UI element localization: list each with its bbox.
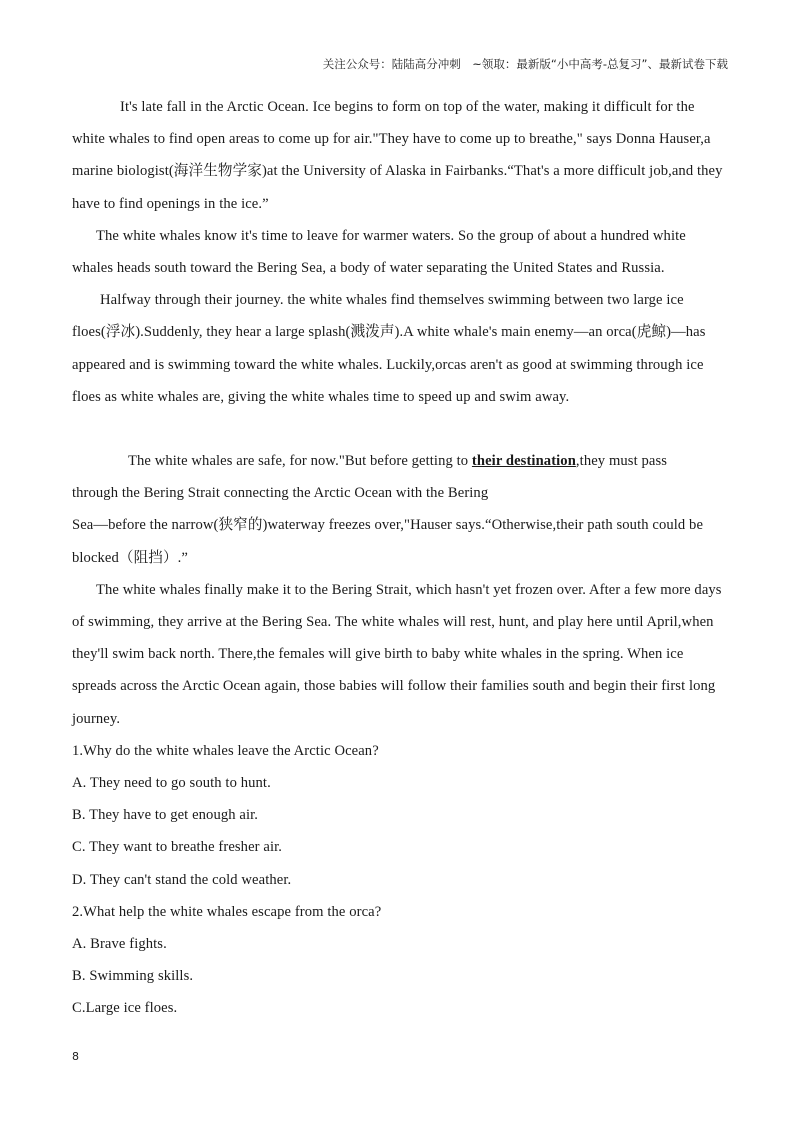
paragraph-2: The white whales know it's time to leave for warmer waters. So the group of about a hundred white whales heads south toward the Bering Sea, a body of water separating the United States and Russia. [72, 227, 686, 277]
paragraph-4-line-2: through the Bering Strait connecting the Arctic Ocean with the Bering [72, 485, 489, 502]
paragraph-gap [72, 413, 728, 445]
question-stem: 1.Why do the white whales leave the Arctic Ocean? [72, 742, 379, 759]
paragraph-4-text-b: ,they must pass [575, 453, 668, 470]
page-number: 8 [72, 1050, 79, 1063]
paragraph-1: It's late fall in the Arctic Ocean. Ice begins to form on top of the water, making it difficult for the white whales to find open areas to come up for air."They have to come up to breathe," says Donna Hauser,a marine biologist(海洋生物学家)at the University of Alaska in Fairbanks.“That's a more difficult job,and they have to find openings in the ice.” [72, 99, 723, 212]
option-a: A. Brave fights. [72, 936, 167, 953]
paragraph-4-text-a: The white whales are safe, for now."But before getting to [128, 453, 472, 470]
paragraph-5: The white whales finally make it to the Bering Strait, which hasn't yet frozen over. After a few more days of swimming, they arrive at the Bering Sea. The white whales will rest, hunt, and play here until April,when they'll swim back north. There,the females will give birth to baby white whales in the spring. When ice spreads across the Arctic Ocean again, those babies will follow their families south and begin their first long journey. [72, 581, 722, 727]
option-a: A. They need to go south to hunt. [72, 775, 271, 792]
question-stem: 2.What help the white whales escape from the orca? [72, 903, 382, 920]
option-c: C.Large ice floes. [72, 1000, 178, 1017]
paragraph-4-line-3: Sea—before the narrow(狭窄的)waterway freezes over,"Hauser says.“Otherwise,their path south could be blocked（阻挡）.” [72, 517, 704, 566]
question-2 [72, 896, 728, 1025]
paragraph-3: Halfway through their journey. the white whales find themselves swimming between two large ice floes(浮冰).Suddenly, they hear a large splash(溅泼声).A white whale's main enemy—an orca(虎鲸)—has appeared and is swimming toward the white whales. Luckily,orcas aren't as good at swimming through ice floes as white whales are, giving the white whales time to speed up and swim away. [72, 292, 706, 405]
option-b: B. They have to get enough air. [72, 807, 259, 824]
passage [72, 91, 728, 1025]
underlined-phrase: their destination [471, 453, 576, 470]
question-1 [72, 735, 728, 896]
page-header: 关注公众号：陆陆高分冲刺 ~领取：最新版“小中高考-总复习”、最新试卷下载 [322, 57, 728, 71]
option-c: C. They want to breathe fresher air. [72, 839, 282, 856]
option-b: B. Swimming skills. [72, 968, 194, 985]
option-d: D. They can't stand the cold weather. [72, 871, 292, 888]
paragraph-4 [72, 445, 728, 574]
